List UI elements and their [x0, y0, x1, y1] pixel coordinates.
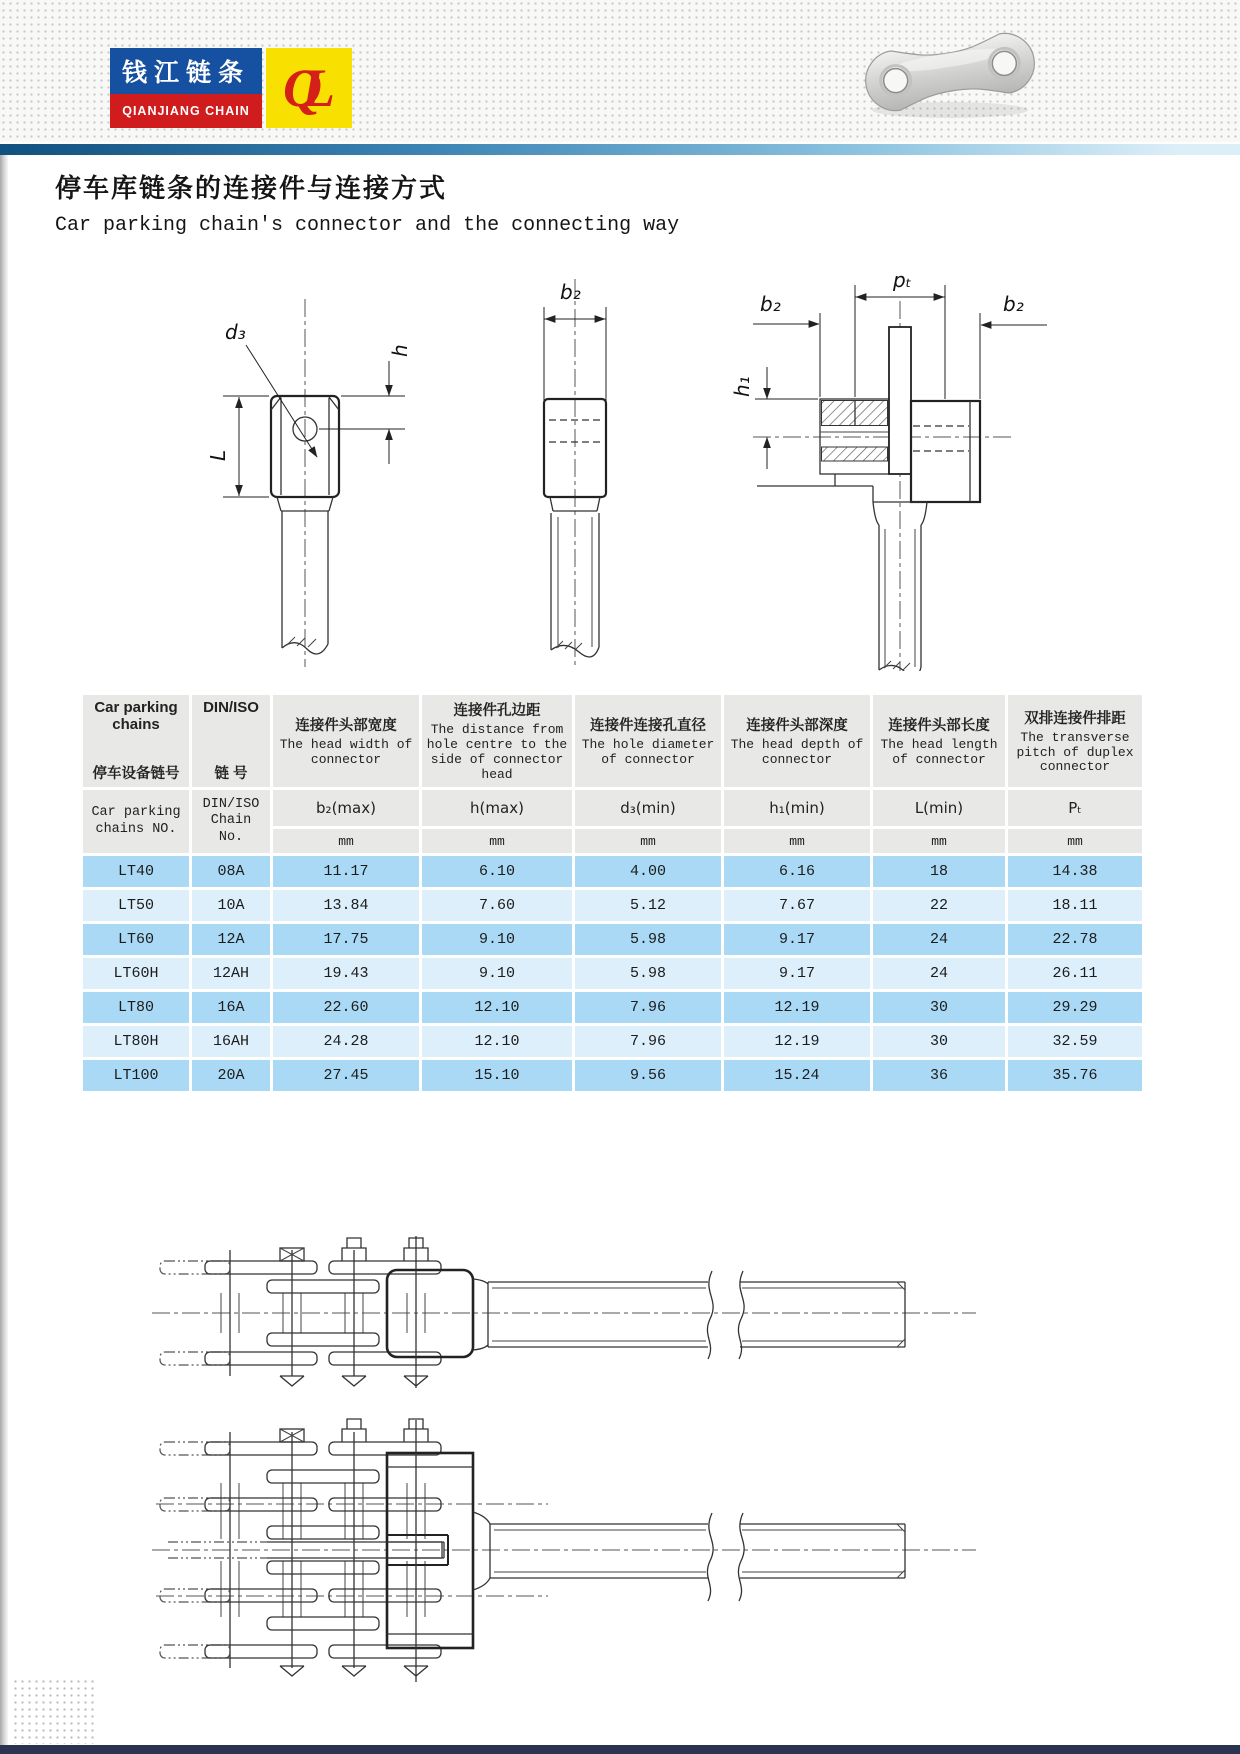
logo-text-chinese: 钱江链条: [110, 48, 262, 94]
symbol-Pt: Pₜ: [1008, 790, 1142, 826]
spec-cell: 22.78: [1008, 924, 1142, 955]
symbol-Lmin: L(min): [873, 790, 1005, 826]
assembly-views-svg: [120, 1130, 1120, 1730]
label-h: h: [388, 344, 412, 357]
spec-cell: 22.60: [273, 992, 419, 1023]
table-header-row-2: [83, 790, 1142, 826]
brand-logo: [110, 48, 352, 128]
spec-cell: 24: [873, 924, 1005, 955]
spec-cell: 13.84: [273, 890, 419, 921]
spec-cell: 18: [873, 856, 1005, 887]
spec-cell: 26.11: [1008, 958, 1142, 989]
bottom-bar: [0, 1745, 1240, 1754]
unit-mm: mm: [273, 829, 419, 853]
page-edge-strip: [0, 0, 8, 1754]
spec-row-LT100: [83, 1060, 1142, 1091]
page-header: [0, 0, 1240, 142]
spec-cell: 16AH: [192, 1026, 270, 1057]
spec-cell: 5.12: [575, 890, 721, 921]
label-pt: pₜ: [893, 268, 912, 292]
spec-cell: 9.10: [422, 958, 572, 989]
unit-mm: mm: [873, 829, 1005, 853]
side-view-drawing: [544, 279, 606, 667]
col-header-head-width: [273, 695, 419, 787]
simplex-assembly-drawing: [152, 1236, 976, 1388]
spec-cell: 9.56: [575, 1060, 721, 1091]
label-h1: h₁: [730, 376, 754, 397]
spec-row-LT50: [83, 890, 1142, 921]
spec-cn: 连接件头部宽度: [295, 718, 397, 735]
spec-cell: 19.43: [273, 958, 419, 989]
spec-cell: 18.11: [1008, 890, 1142, 921]
spec-cell: LT80H: [83, 1026, 189, 1057]
spec-row-LT40: [83, 856, 1142, 887]
spec-cell: 15.24: [724, 1060, 870, 1091]
col-header-chains: [83, 695, 189, 787]
col-header-hole-diameter: [575, 695, 721, 787]
spec-cell: 4.00: [575, 856, 721, 887]
col-din-en: DIN/ISO: [203, 699, 259, 716]
spec-cell: 7.67: [724, 890, 870, 921]
spec-en: The head depth of connector: [730, 737, 864, 767]
spec-cn: 双排连接件排距: [1024, 710, 1126, 727]
spec-cell: 10A: [192, 890, 270, 921]
spec-en: The transverse pitch of duplex connector: [1016, 729, 1134, 775]
spec-en: The head length of connector: [880, 737, 998, 767]
spec-en: The distance from hole centre to the side of connector head: [426, 722, 568, 782]
spec-cn: 连接件头部长度: [888, 718, 990, 735]
spec-cell: 36: [873, 1060, 1005, 1091]
spec-cell: 16A: [192, 992, 270, 1023]
assembly-drawings: [120, 1130, 1185, 1735]
spec-cell: 12.19: [724, 1026, 870, 1057]
duplex-assembly-drawing: [152, 1419, 976, 1682]
col-header-transverse-pitch: [1008, 695, 1142, 787]
col-header-hole-edge-distance: [422, 695, 572, 787]
table-header-row-1: [83, 695, 1142, 787]
spec-cn: 连接件孔边距: [453, 703, 541, 720]
spec-row-LT80: [83, 992, 1142, 1023]
qianjiang-logo: [110, 48, 262, 128]
spec-cell: LT60: [83, 924, 189, 955]
spec-cell: 30: [873, 992, 1005, 1023]
spec-cell: 12.19: [724, 992, 870, 1023]
spec-cell: 35.76: [1008, 1060, 1142, 1091]
spec-cell: 6.10: [422, 856, 572, 887]
spec-cell: 6.16: [724, 856, 870, 887]
col-chains-en: Car parking chains: [94, 699, 178, 733]
subheader-chains-no: Car parking chains NO.: [83, 790, 189, 853]
rod-break-line: [707, 1271, 713, 1359]
label-L: L: [206, 449, 230, 461]
unit-mm: mm: [575, 829, 721, 853]
spec-cell: 5.98: [575, 958, 721, 989]
blue-divider-bar: [0, 142, 1240, 155]
spec-cell: 22: [873, 890, 1005, 921]
spec-en: The hole diameter of connector: [581, 737, 715, 767]
unit-mm: mm: [1008, 829, 1142, 853]
halftone-corner-pattern: [12, 1678, 96, 1744]
rod-break-line: [738, 1271, 744, 1359]
connector-pin: [889, 327, 911, 474]
spec-cell: 14.38: [1008, 856, 1142, 887]
spec-cell: 20A: [192, 1060, 270, 1091]
spec-cell: 24.28: [273, 1026, 419, 1057]
label-b2-right: b₂: [1003, 292, 1024, 316]
subheader-din-no: DIN/ISO Chain No.: [192, 790, 270, 853]
spec-cell: LT80: [83, 992, 189, 1023]
spec-cell: 15.10: [422, 1060, 572, 1091]
spec-cell: LT40: [83, 856, 189, 887]
spec-table: [80, 692, 1145, 1094]
label-b2-left: b₂: [760, 292, 781, 316]
spec-cell: 9.17: [724, 924, 870, 955]
symbol-h1min: h₁(min): [724, 790, 870, 826]
ql-monogram-logo: [266, 48, 352, 128]
spec-cell: 17.75: [273, 924, 419, 955]
rod-break-line: [738, 1513, 744, 1601]
spec-cell: 32.59: [1008, 1026, 1142, 1057]
col-header-head-length: [873, 695, 1005, 787]
symbol-b2max: b₂(max): [273, 790, 419, 826]
spec-cell: 24: [873, 958, 1005, 989]
symbol-hmax: h(max): [422, 790, 572, 826]
col-chains-cn: 停车设备链号: [92, 766, 180, 782]
col-header-din: [192, 695, 270, 787]
spec-cell: 9.17: [724, 958, 870, 989]
unit-mm: mm: [422, 829, 572, 853]
spec-cell: 11.17: [273, 856, 419, 887]
label-d3: d₃: [225, 320, 246, 344]
logo-text-english: QIANJIANG CHAIN: [110, 94, 262, 128]
col-header-head-depth: [724, 695, 870, 787]
spec-cell: 7.96: [575, 1026, 721, 1057]
label-b2-side: b₂: [560, 280, 581, 304]
spec-cell: 7.60: [422, 890, 572, 921]
spec-cell: LT60H: [83, 958, 189, 989]
spec-row-LT60H: [83, 958, 1142, 989]
unit-mm: mm: [724, 829, 870, 853]
spec-cell: 08A: [192, 856, 270, 887]
spec-cell: LT100: [83, 1060, 189, 1091]
spec-row-LT80H: [83, 1026, 1142, 1057]
spec-cell: 27.45: [273, 1060, 419, 1091]
spec-cell: 12AH: [192, 958, 270, 989]
chain-link-photo: [852, 18, 1047, 133]
col-din-cn: 链 号: [214, 766, 248, 782]
spec-cell: 12.10: [422, 992, 572, 1023]
front-view-drawing: [206, 299, 412, 667]
spec-cell: 5.98: [575, 924, 721, 955]
ql-monogram-text: QL: [283, 58, 315, 118]
connector-drawings: [55, 239, 1185, 676]
connector-views-svg: [55, 239, 1185, 671]
spec-cell: 30: [873, 1026, 1005, 1057]
spec-cn: 连接件连接孔直径: [590, 718, 706, 735]
spec-cell: 12.10: [422, 1026, 572, 1057]
spec-cell: 9.10: [422, 924, 572, 955]
spec-cn: 连接件头部深度: [746, 718, 848, 735]
spec-cell: LT50: [83, 890, 189, 921]
page-title-english: Car parking chain's connector and the connecting way: [55, 214, 680, 237]
spec-cell: 7.96: [575, 992, 721, 1023]
spec-table-body: [83, 856, 1142, 1091]
duplex-view-drawing: [730, 268, 1047, 671]
spec-cell: 12A: [192, 924, 270, 955]
main-content: [55, 160, 1185, 1735]
spec-en: The head width of connector: [279, 737, 413, 767]
page-title-chinese: 停车库链条的连接件与连接方式: [55, 173, 448, 203]
rod-break-line: [707, 1513, 713, 1601]
symbol-d3min: d₃(min): [575, 790, 721, 826]
spec-row-LT60: [83, 924, 1142, 955]
chain-link-graphic: [852, 18, 1047, 128]
spec-cell: 29.29: [1008, 992, 1142, 1023]
